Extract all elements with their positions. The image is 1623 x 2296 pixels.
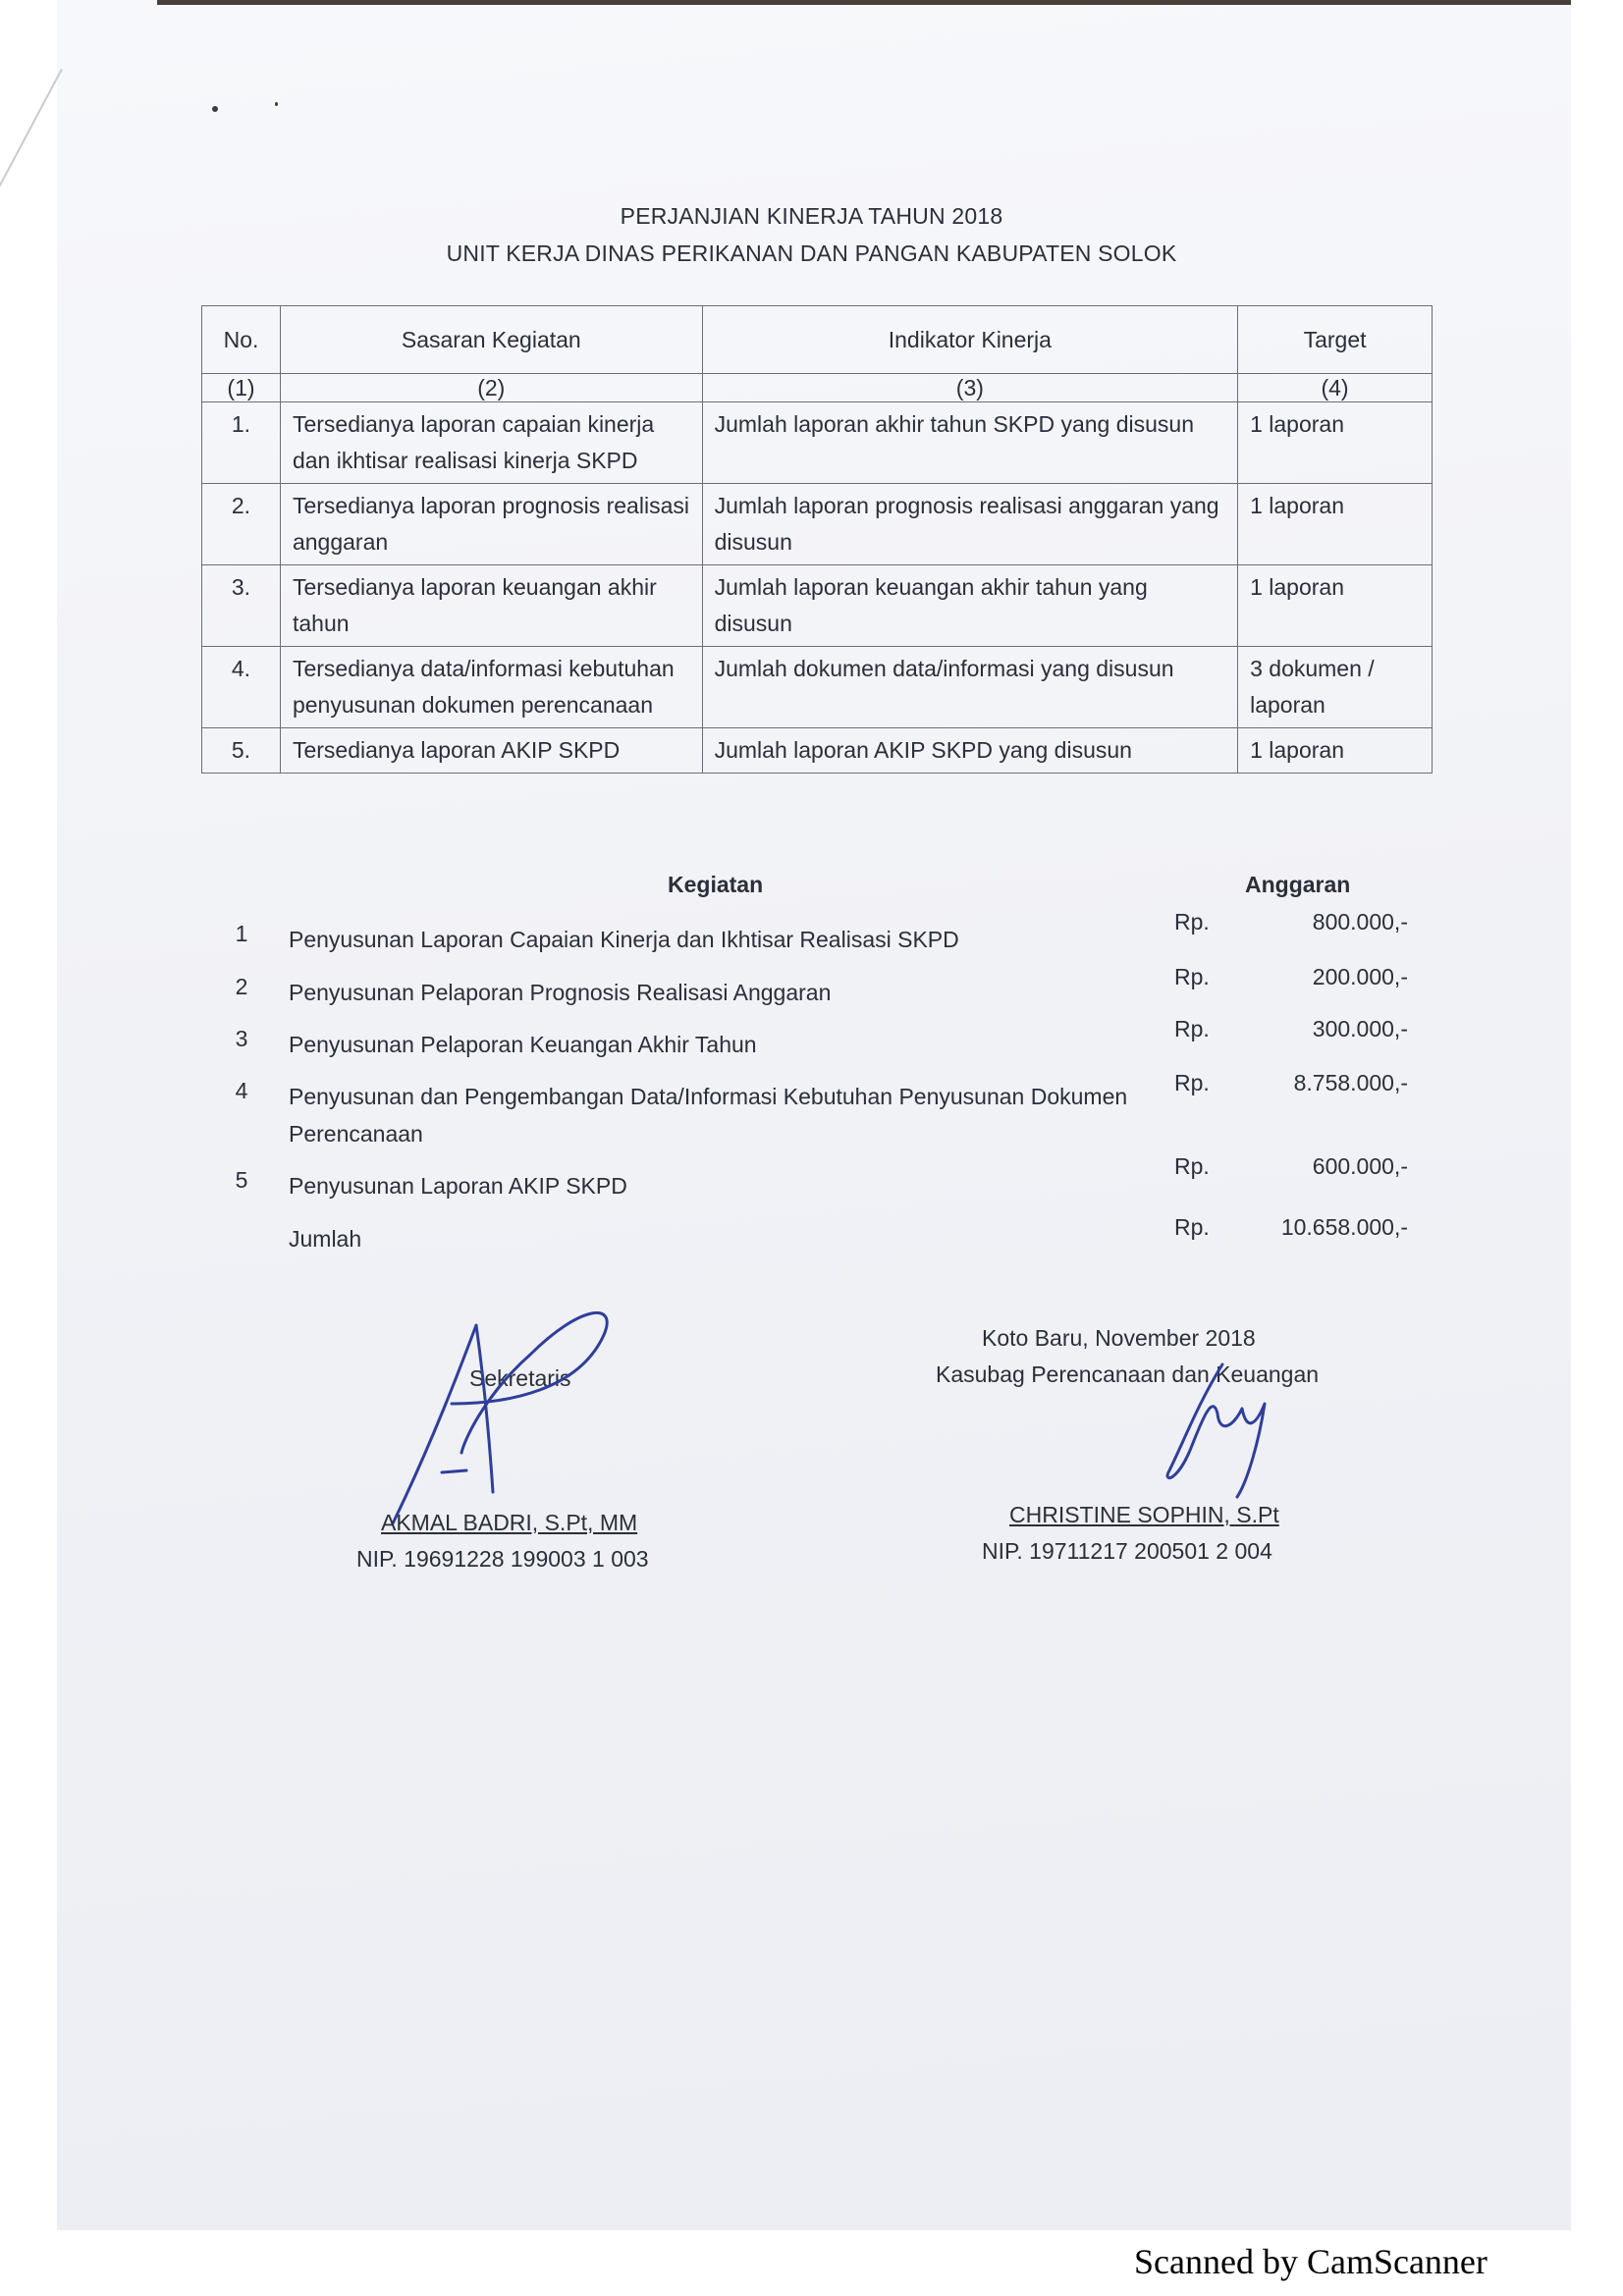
column-number: (2) (280, 374, 702, 402)
kegiatan-no: 3 (235, 1026, 248, 1051)
row-no: 2. (202, 484, 281, 565)
kegiatan-no: 2 (235, 974, 248, 999)
row-sasaran: Tersedianya laporan capaian kinerja dan ikhtisar realisasi kinerja SKPD (280, 402, 702, 484)
left-signer-name: AKMAL BADRI, S.Pt, MM (381, 1510, 638, 1535)
performance-table (201, 305, 1433, 774)
kegiatan-no: 4 (235, 1078, 248, 1103)
row-indikator: Jumlah laporan akhir tahun SKPD yang disusun (702, 402, 1237, 484)
table-row (202, 402, 1433, 484)
kegiatan-name: Penyusunan Pelaporan Keuangan Akhir Tahun (289, 1032, 757, 1057)
right-place-date: Koto Baru, November 2018 (982, 1325, 1256, 1351)
row-indikator: Jumlah laporan keuangan akhir tahun yang disusun (702, 565, 1237, 647)
kegiatan-name: Penyusunan Pelaporan Prognosis Realisasi Anggaran (289, 980, 832, 1005)
kegiatan-amount: 800.000,- (1312, 909, 1408, 934)
column-number-row (202, 374, 1433, 402)
kegiatan-no: 5 (235, 1167, 248, 1193)
row-indikator: Jumlah laporan AKIP SKPD yang disusun (702, 728, 1237, 774)
right-signature (1149, 1325, 1296, 1502)
row-target: 1 laporan (1238, 728, 1433, 774)
row-target: 3 dokumen / laporan (1238, 647, 1433, 728)
total-label: Jumlah (289, 1226, 362, 1252)
left-signature (373, 1296, 687, 1531)
row-sasaran: Tersedianya laporan keuangan akhir tahun (280, 565, 702, 647)
scanner-watermark: Scanned by CamScanner (1134, 2242, 1488, 2281)
kegiatan-name: Penyusunan dan Pengembangan Data/Informasi Kebutuhan Penyusunan Dokumen Perencanaan (289, 1084, 1128, 1147)
kegiatan-amount: 8.758.000,- (1293, 1070, 1408, 1095)
header-no: No. (202, 306, 281, 374)
row-indikator: Jumlah laporan prognosis realisasi anggaran yang disusun (702, 484, 1237, 565)
left-signer-nip: NIP. 19691228 199003 1 003 (356, 1546, 649, 1572)
kegiatan-no: 1 (235, 921, 248, 946)
anggaran-heading: Anggaran (1245, 872, 1351, 897)
kegiatan-amount: 600.000,- (1312, 1153, 1408, 1179)
table-row (202, 484, 1433, 565)
row-sasaran: Tersedianya laporan prognosis realisasi anggaran (280, 484, 702, 565)
table-row (202, 647, 1433, 728)
kegiatan-name: Penyusunan Laporan Capaian Kinerja dan Ikhtisar Realisasi SKPD (289, 927, 959, 952)
right-signer-nip: NIP. 19711217 200501 2 004 (982, 1538, 1272, 1564)
row-no: 3. (202, 565, 281, 647)
kegiatan-amount: 200.000,- (1312, 964, 1408, 989)
column-number: (4) (1238, 374, 1433, 402)
right-signer-role: Kasubag Perencanaan dan Keuangan (936, 1362, 1320, 1387)
right-signer-name: CHRISTINE SOPHIN, S.Pt (1009, 1502, 1279, 1527)
row-sasaran: Tersedianya laporan AKIP SKPD (280, 728, 702, 774)
header-sasaran: Sasaran Kegiatan (280, 306, 702, 374)
kegiatan-currency: Rp. (1174, 1153, 1210, 1179)
kegiatan-currency: Rp. (1174, 1016, 1210, 1041)
row-indikator: Jumlah dokumen data/informasi yang disusun (702, 647, 1237, 728)
kegiatan-name: Penyusunan Laporan AKIP SKPD (289, 1173, 627, 1199)
dust-speck (275, 102, 278, 106)
header-indikator: Indikator Kinerja (702, 306, 1237, 374)
row-target: 1 laporan (1238, 484, 1433, 565)
row-no: 1. (202, 402, 281, 484)
table-row (202, 565, 1433, 647)
table-header-row (202, 306, 1433, 374)
total-amount: 10.658.000,- (1280, 1214, 1408, 1240)
total-currency: Rp. (1174, 1214, 1210, 1240)
fold-line (0, 69, 63, 217)
row-no: 5. (202, 728, 281, 774)
kegiatan-amount: 300.000,- (1312, 1016, 1408, 1041)
header-target: Target (1238, 306, 1433, 374)
document-subtitle: UNIT KERJA DINAS PERIKANAN DAN PANGAN KABUPATEN SOLOK (446, 240, 1177, 266)
table-row (202, 728, 1433, 774)
row-sasaran: Tersedianya data/informasi kebutuhan penyusunan dokumen perencanaan (280, 647, 702, 728)
left-signer-role: Sekretaris (469, 1365, 571, 1391)
column-number: (3) (702, 374, 1237, 402)
column-number: (1) (202, 374, 281, 402)
dust-speck (212, 106, 218, 112)
scan-edge (157, 0, 1571, 5)
kegiatan-currency: Rp. (1174, 964, 1210, 989)
kegiatan-heading: Kegiatan (668, 872, 764, 897)
kegiatan-currency: Rp. (1174, 1070, 1210, 1095)
row-target: 1 laporan (1238, 402, 1433, 484)
row-target: 1 laporan (1238, 565, 1433, 647)
kegiatan-currency: Rp. (1174, 909, 1210, 934)
document-title: PERJANJIAN KINERJA TAHUN 2018 (620, 203, 1003, 229)
row-no: 4. (202, 647, 281, 728)
